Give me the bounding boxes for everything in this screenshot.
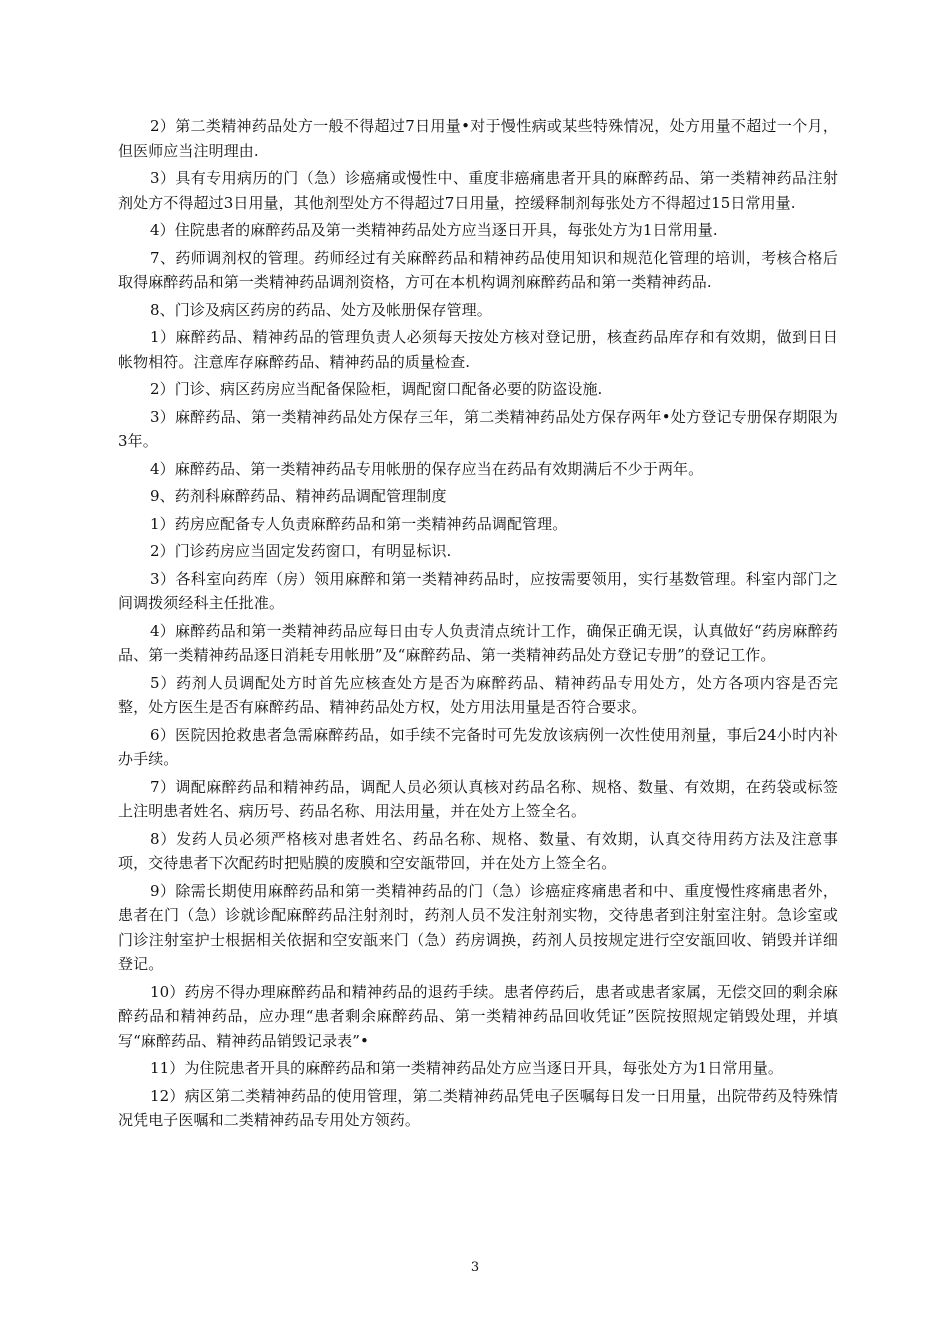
paragraph: 1）麻醉药品、精神药品的管理负责人必须每天按处方核对登记册，核查药品库存和有效期，做到日日帐物相符。注意库存麻醉药品、精神药品的质量检查. — [118, 328, 838, 371]
paragraph: 9）除需长期使用麻醉药品和第一类精神药品的门（急）诊癌症疼痛患者和中、重度慢性疼痛患者外，患者在门（急）诊就诊配麻醉药品注射剂时，药剂人员不发注射剂实物，交待患者到注射室注射。急诊室或门诊注射室护士根据相关依据和空安瓿来门（急）药房调换，药剂人员按规定进行空安瓿回收、销毁并详细登记。 — [118, 881, 838, 973]
paragraph: 2）第二类精神药品处方一般不得超过7日用量•对于慢性病或某些特殊情况，处方用量不超过一个月，但医师应当注明理由. — [118, 117, 838, 160]
paragraph: 3）具有专用病历的门（急）诊癌痛或慢性中、重度非癌痛患者开具的麻醉药品、第一类精神药品注射剂处方不得超过3日用量，其他剂型处方不得超过7日用量，控缓释制剂每张处方不得超过15日常用量. — [118, 169, 838, 212]
paragraph: 1）药房应配备专人负责麻醉药品和第一类精神药品调配管理。 — [150, 514, 568, 533]
paragraph: 4）住院患者的麻醉药品及第一类精神药品处方应当逐日开具，每张处方为1日常用量. — [150, 221, 718, 239]
paragraph: 2）门诊药房应当固定发药窗口，有明显标识. — [150, 542, 452, 560]
paragraph: 7）调配麻醉药品和精神药品，调配人员必须认真核对药品名称、规格、数量、有效期，在药袋或标签上注明患者姓名、病历号、药品名称、用法用量，并在处方上签全名。 — [118, 777, 838, 820]
paragraph: 10）药房不得办理麻醉药品和精神药品的退药手续。患者停药后，患者或患者家属，无偿交回的剩余麻醉药品和精神药品，应办理“患者剩余麻醉药品、第一类精神药品回收凭证”医院按照规定销毁处理，并填写“麻醉药品、精神药品销毁记录表”• — [118, 982, 838, 1050]
paragraph: 2）门诊、病区药房应当配备保险柜，调配窗口配备必要的防盗设施. — [150, 380, 603, 398]
document-body — [118, 114, 838, 1136]
section-heading: 7、药师调剂权的管理。药师经过有关麻醉药品和精神药品使用知识和规范化管理的培训，考核合格后取得麻醉药品和第一类精神药品调剂资格，方可在本机构调剂麻醉药品和第一类精神药品. — [118, 248, 838, 291]
paragraph: 5）药剂人员调配处方时首先应核查处方是否为麻醉药品、精神药品专用处方，处方各项内容是否完整，处方医生是否有麻醉药品、精神药品处方权，处方用法用量是否符合要求。 — [118, 673, 838, 716]
paragraph: 4）麻醉药品和第一类精神药品应每日由专人负责清点统计工作，确保正确无误，认真做好“药房麻醉药品、第一类精神药品逐日消耗专用帐册”及“麻醉药品、第一类精神药品处方登记专册”的登记工作。 — [118, 621, 838, 664]
section-heading: 9、药剂科麻醉药品、精神药品调配管理制度 — [150, 487, 447, 505]
section-heading: 8、门诊及病区药房的药品、处方及帐册保存管理。 — [150, 300, 492, 319]
paragraph: 3）麻醉药品、第一类精神药品处方保存三年，第二类精神药品处方保存两年•处方登记专册保存期限为3年。 — [118, 407, 838, 450]
page-number: 3 — [470, 1260, 480, 1275]
paragraph: 6）医院因抢救患者急需麻醉药品，如手续不完备时可先发放该病例一次性使用剂量，事后24小时内补办手续。 — [118, 725, 838, 768]
paragraph: 12）病区第二类精神药品的使用管理，第二类精神药品凭电子医嘱每日发一日用量，出院带药及特殊情况凭电子医嘱和二类精神药品专用处方领药。 — [118, 1086, 838, 1129]
paragraph: 3）各科室向药库（房）领用麻醉和第一类精神药品时，应按需要领用，实行基数管理。科室内部门之间调拨须经科主任批准。 — [118, 569, 838, 612]
paragraph: 4）麻醉药品、第一类精神药品专用帐册的保存应当在药品有效期满后不少于两年。 — [150, 459, 704, 478]
paragraph: 11）为住院患者开具的麻醉药品和第一类精神药品处方应当逐日开具，每张处方为1日常用量。 — [150, 1059, 783, 1077]
paragraph: 8）发药人员必须严格核对患者姓名、药品名称、规格、数量、有效期，认真交待用药方法及注意事项，交待患者下次配药时把贴膜的废膜和空安瓿带回，并在处方上签全名。 — [118, 829, 838, 872]
